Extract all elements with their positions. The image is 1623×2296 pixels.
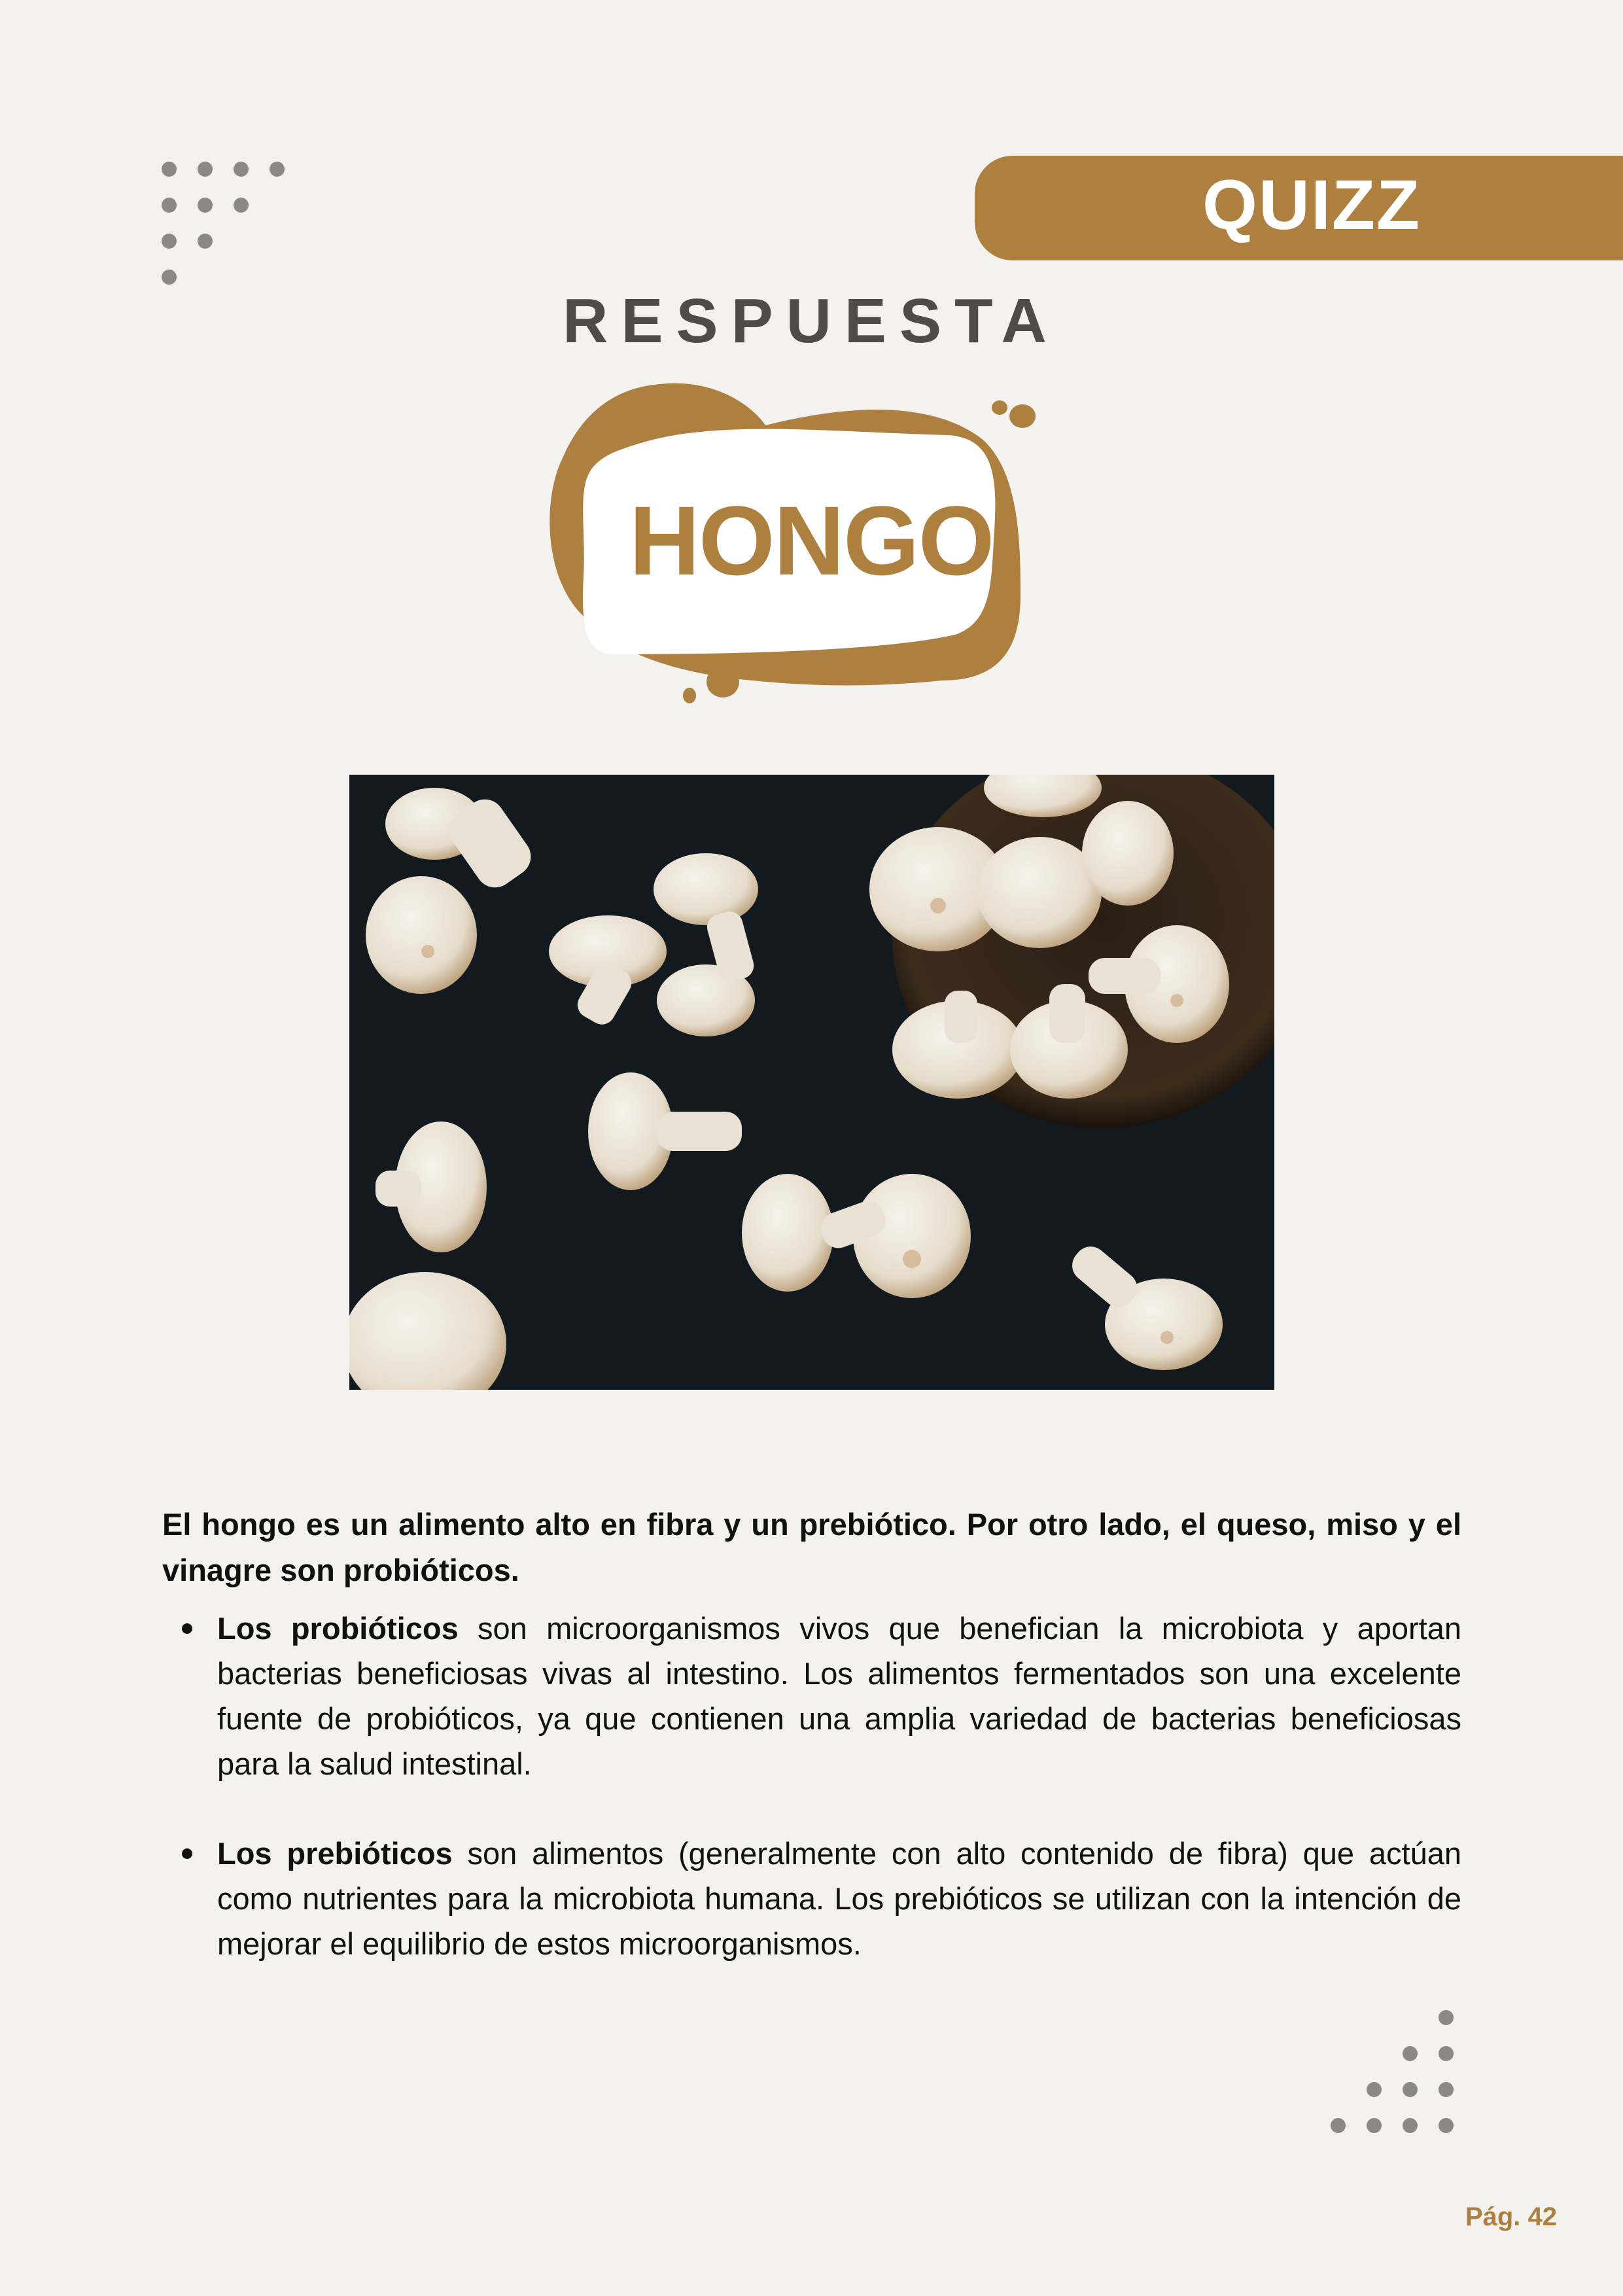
bullet-text: son microorganismos vivos que benefician la microbiota y aportan bacterias beneficiosas vivas al intestino. Los alimentos fermentados son una excelente fuente de probióticos, ya que contienen una amplia variedad de bacterias beneficiosas para la salud intestinal. xyxy=(217,1611,1461,1781)
quizz-label: QUIZZ xyxy=(1202,165,1421,244)
bullet-icon xyxy=(182,1848,192,1859)
bullet-icon xyxy=(182,1623,192,1634)
respuesta-heading: RESPUESTA xyxy=(563,286,1060,356)
bullet-term: Los probióticos xyxy=(217,1611,459,1646)
bullet-text: son alimentos (generalmente con alto contenido de fibra) que actúan como nutrientes para la microbiota humana. Los prebióticos se utilizan con la intención de mejorar el equilibrio de estos microorganismos. xyxy=(217,1836,1461,1961)
list-item xyxy=(162,1606,1461,1786)
bullet-list xyxy=(162,1606,1461,2011)
answer-text: HONGO xyxy=(629,486,994,595)
mushrooms-photo xyxy=(349,775,1274,1390)
bullet-term: Los prebióticos xyxy=(217,1836,453,1871)
lead-paragraph: El hongo es un alimento alto en fibra y un prebiótico. Por otro lado, el queso, miso y el vinagre son probióticos. xyxy=(162,1507,1461,1587)
list-item xyxy=(162,1831,1461,1966)
page-number: Pág. 42 xyxy=(1465,2202,1557,2231)
